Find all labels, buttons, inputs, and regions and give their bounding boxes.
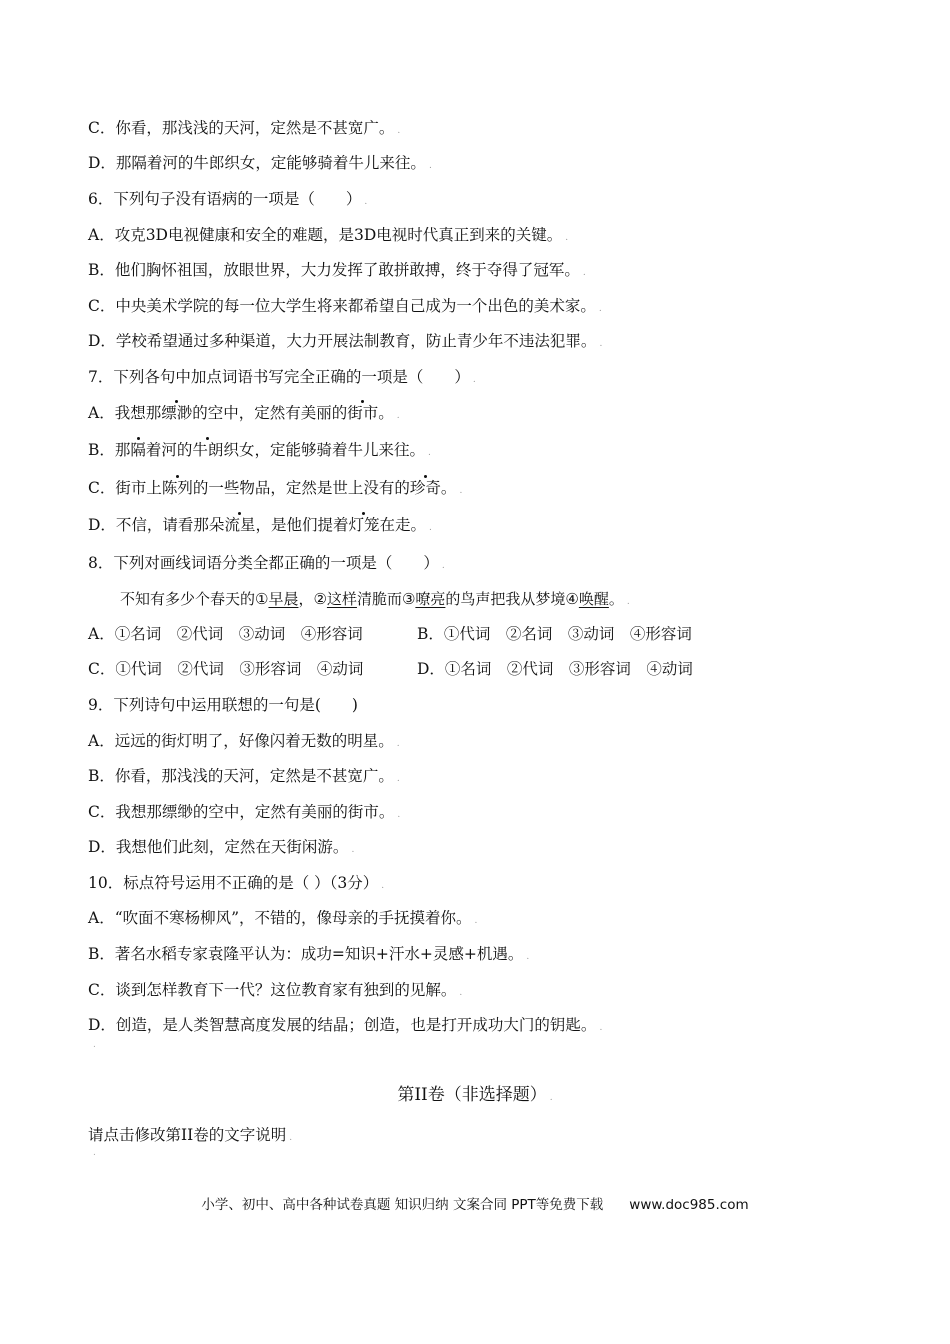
footer-text: 小学、初中、高中各种试卷真题 知识归纳 文案合同 PPT等免费下载 <box>201 1197 604 1213</box>
q10-option-c: C．谈到怎样教育下一代？这位教育家有独到的见解。 . <box>88 981 463 999</box>
q7-option-c: C．街市上陈列的一些物品，定然是世上没有的珍奇。 . <box>88 479 463 497</box>
q8-option-d: D．①名词 ②代词 ③形容词 ④动词 <box>417 660 693 678</box>
underlined-word: 早晨 <box>268 590 299 608</box>
q9-option-a: A．远远的街灯明了，好像闪着无数的明星。 . <box>88 732 400 750</box>
q8-options-row-2 <box>88 659 693 679</box>
dotted-word: 缥渺 <box>161 404 193 422</box>
dotted-word: 牛朗 <box>192 441 224 459</box>
dotted-word: 珍奇 <box>409 479 441 497</box>
dotted-word: 灯笼 <box>348 516 380 534</box>
footer-site[interactable]: www.doc985.com <box>629 1197 749 1213</box>
question-9: 9．下列诗句中运用联想的一句是( ) <box>88 696 358 714</box>
underlined-word: 嘹亮 <box>415 590 446 608</box>
section-title: 第II卷（非选择题） . <box>397 1085 553 1105</box>
question-10: 10．标点符号运用不正确的是（ ）（3分） . <box>88 874 385 892</box>
dotted-word: 隔 <box>130 441 146 459</box>
q8-option-b: B．①代词 ②名词 ③动词 ④形容词 <box>417 625 692 643</box>
q7-option-b: B．那隔着河的牛朗织女，定能够骑着牛儿来往。 . <box>88 441 431 459</box>
q8-option-c: C．①代词 ②代词 ③形容词 ④动词 <box>88 660 364 678</box>
q8-options-row-1 <box>88 624 692 644</box>
paragraph-mark: . <box>93 1148 96 1158</box>
q6-option-d: D．学校希望通过多种渠道，大力开展法制教育，防止青少年不违法犯罪。 . <box>88 332 603 350</box>
dotted-word: 陈列 <box>161 479 193 497</box>
page-footer <box>0 1193 950 1213</box>
q6-option-b: B．他们胸怀祖国，放眼世界，大力发挥了敢拼敢搏，终于夺得了冠军。 . <box>88 261 586 279</box>
q6-option-c: C．中央美术学院的每一位大学生将来都希望自己成为一个出色的美术家。 . <box>88 297 602 315</box>
dotted-word: 流星 <box>224 516 256 534</box>
q5-option-c: C．你看，那浅浅的天河，定然是不甚宽广。 . <box>88 119 401 137</box>
q7-option-d: D．不信，请看那朵流星，是他们提着灯笼在走。 . <box>88 516 432 534</box>
q9-option-d: D．我想他们此刻，定然在天街闲游。 . <box>88 838 355 856</box>
dotted-word: 街市 <box>347 404 379 422</box>
q7-option-a: A．我想那缥渺的空中，定然有美丽的街市。 . <box>88 404 400 422</box>
q10-option-a: A．“吹面不寒杨柳风”，不错的，像母亲的手抚摸着你。 . <box>88 909 478 927</box>
question-7: 7．下列各句中加点词语书写完全正确的一项是（ ） . <box>88 368 476 386</box>
section-note: 请点击修改第II卷的文字说明 . <box>88 1126 293 1144</box>
underlined-word: 唤醒 <box>578 590 609 608</box>
paragraph-mark: . <box>93 1040 96 1050</box>
q10-option-b: B．著名水稻专家袁隆平认为：成功=知识+汗水+灵感+机遇。 . <box>88 945 530 963</box>
q5-option-d: D．那隔着河的牛郎织女，定能够骑着牛儿来往。 . <box>88 154 432 172</box>
underlined-word: 这样 <box>326 590 357 608</box>
q6-option-a: A．攻克3D电视健康和安全的难题，是3D电视时代真正到来的关键。 . <box>88 226 569 244</box>
q8-passage: 不知有多少个春天的①早晨，②这样清脆而③嘹亮的鸟声把我从梦境④唤醒。 . <box>120 590 630 608</box>
question-6: 6．下列句子没有语病的一项是（ ） . <box>88 190 368 208</box>
question-8: 8．下列对画线词语分类全都正确的一项是（ ） . <box>88 554 445 572</box>
q8-option-a: A．①名词 ②代词 ③动词 ④形容词 <box>88 625 363 643</box>
q10-option-d: D．创造，是人类智慧高度发展的结晶；创造，也是打开成功大门的钥匙。 . <box>88 1016 603 1034</box>
q9-option-b: B．你看，那浅浅的天河，定然是不甚宽广。 . <box>88 767 400 785</box>
q9-option-c: C．我想那缥缈的空中，定然有美丽的街市。 . <box>88 803 401 821</box>
